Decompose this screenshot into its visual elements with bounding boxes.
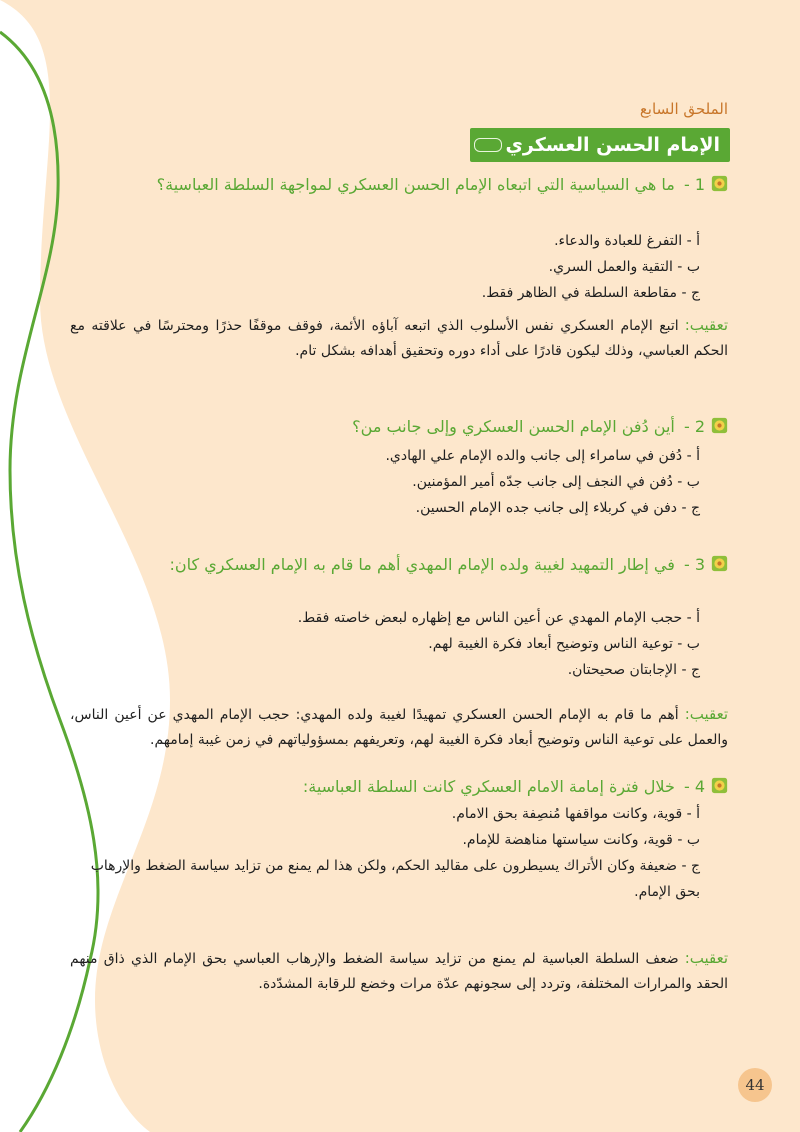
- honorific-icon: [474, 138, 502, 152]
- options-4: [80, 801, 700, 905]
- option-c: ج - مقاطعة السلطة في الظاهر فقط.: [481, 285, 700, 301]
- flower-bullet-icon: [711, 555, 728, 572]
- question-number: 1 -: [683, 175, 705, 194]
- options-2: [80, 443, 700, 521]
- option-a: أ - دُفن في سامراء إلى جانب والده الإمام علي الهادي.: [385, 448, 700, 464]
- flower-bullet-icon: [711, 175, 728, 192]
- question-number: 2 -: [683, 417, 705, 436]
- title-banner: [470, 128, 730, 162]
- question-text: أين دُفن الإمام الحسن العسكري وإلى جانب من؟: [352, 417, 675, 436]
- option-a: أ - التفرغ للعبادة والدعاء.: [554, 233, 700, 249]
- question-number: 3 -: [683, 555, 705, 574]
- question-4: [68, 774, 728, 800]
- question-text: ما هي السياسية التي اتبعاه الإمام الحسن العسكري لمواجهة السلطة العباسية؟: [156, 175, 675, 194]
- appendix-label: الملحق السابع: [639, 100, 728, 118]
- flower-bullet-icon: [711, 777, 728, 794]
- option-b: ب - قوية، وكانت سياستها مناهضة للإمام.: [462, 832, 700, 848]
- question-2: [68, 414, 728, 440]
- option-b: ب - توعية الناس وتوضيح أبعاد فكرة الغيبة لهم.: [428, 636, 700, 652]
- option-a: أ - حجب الإمام المهدي عن أعين الناس مع إظهاره لبعض خاصته فقط.: [297, 610, 700, 626]
- option-b: ب - التقية والعمل السري.: [548, 259, 700, 275]
- option-c: ج - دفن في كربلاء إلى جانب جده الإمام الحسين.: [415, 500, 700, 516]
- question-1: [68, 172, 728, 198]
- option-c: ج - الإجابتان صحيحتان.: [567, 662, 700, 678]
- option-a: أ - قوية، وكانت مواقفها مُنصِفة بحق الامام.: [451, 806, 700, 822]
- comment-label: تعقيب:: [684, 705, 728, 723]
- comment-label: تعقيب:: [684, 949, 728, 967]
- question-text: في إطار التمهيد لغيبة ولده الإمام المهدي أهم ما قام به الإمام العسكري كان:: [169, 555, 675, 574]
- comment-text: ضعف السلطة العباسية لم يمنع من تزايد سياسة الضغط والإرهاب العباسي بحق الإمام الذي ذاق منهم الحقد والمرارات المختلفة، وتردد إلى سجونهم عدّة مرات وخضع للرقابة المشدّدة.: [70, 951, 728, 992]
- comment-text: أهم ما قام به الإمام الحسن العسكري تمهيدًا لغيبة ولده المهدي: حجب الإمام المهدي عن أعين الناس، والعمل على توعية الناس وتوضيح أبعاد فكرة الغيبة لهم، وتعريفهم بمسؤولياتهم في زمن غيبة إمامهم.: [70, 707, 728, 748]
- option-b: ب - دُفن في النجف إلى جانب جدّه أمير المؤمنين.: [412, 474, 700, 490]
- question-number: 4 -: [683, 777, 705, 796]
- option-c: ج - ضعيفة وكان الأتراك يسيطرون على مقاليد الحكم، ولكن هذا لم يمنع من تزايد سياسة الضغط والإرهاب بحق الإمام.: [90, 858, 700, 900]
- comment-3: [70, 702, 728, 753]
- comment-4: [70, 946, 728, 997]
- comment-1: [70, 313, 728, 364]
- page-title: الإمام الحسن العسكري: [505, 134, 720, 156]
- comment-text: اتبع الإمام العسكري نفس الأسلوب الذي اتبعه آباؤه الأئمة، فوقف موقفًا حذرًا ومحترسًا في علاقته مع الحكم العباسي، وذلك ليكون قادرًا على أداء دوره وتحقيق أهدافه بشكل تام.: [70, 318, 728, 359]
- options-1: [80, 228, 700, 306]
- question-text: خلال فترة إمامة الامام العسكري كانت السلطة العباسية:: [302, 777, 675, 796]
- options-3: [80, 605, 700, 683]
- page-number: 44: [738, 1068, 772, 1102]
- comment-label: تعقيب:: [684, 316, 728, 334]
- flower-bullet-icon: [711, 417, 728, 434]
- question-3: [68, 552, 728, 578]
